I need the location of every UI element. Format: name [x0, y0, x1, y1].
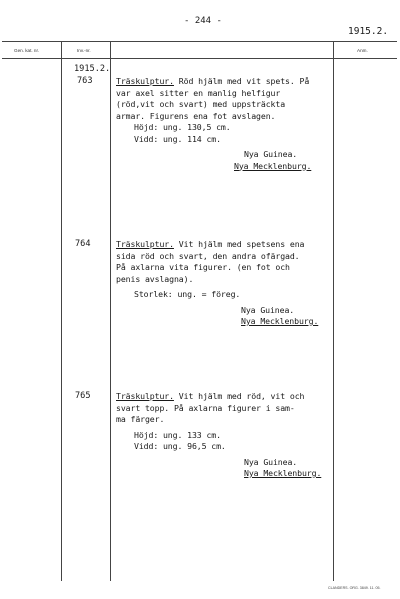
- column-header-gen-kat: Gen. kat. nr.: [14, 48, 40, 53]
- place-island: Nya Mecklenburg.: [241, 316, 319, 326]
- entry-text: penis avslagna).: [116, 273, 194, 284]
- entry-height: Höjd: ung. 133 cm.: [134, 429, 221, 440]
- entry-title: Träskulptur.: [116, 239, 174, 249]
- catalog-entry: [116, 76, 311, 172]
- entry-text: var axel sitter en manlig helfigur: [116, 87, 281, 98]
- entry-width: Vidd: ung. 96,5 cm.: [134, 441, 226, 451]
- column-header-anm: Anm.: [357, 48, 368, 53]
- place-region: Nya Guinea.: [244, 149, 298, 159]
- place-region: Nya Guinea.: [244, 456, 298, 467]
- entry-text: ma färger.: [116, 414, 165, 424]
- catalog-entry: [116, 239, 318, 328]
- entry-text: armar. Figurens ena fot avslagen.: [116, 110, 276, 121]
- entry-title: Träskulptur.: [116, 76, 174, 86]
- catalog-entry: [116, 391, 321, 480]
- inventory-number: 765: [75, 391, 91, 401]
- entry-title: Träskulptur.: [116, 391, 174, 401]
- place-island: Nya Mecklenburg.: [244, 468, 322, 478]
- printer-mark: CLANDERS. ORG. 3849. 11. 05.: [328, 586, 381, 590]
- inventory-number: 763: [77, 76, 93, 86]
- page-number: - 244 -: [184, 16, 222, 26]
- column-rule-1: [61, 41, 62, 581]
- column-rule-3: [333, 41, 334, 581]
- entry-height: Höjd: ung. 130,5 cm.: [134, 122, 231, 132]
- entry-text: sida röd och svart, den andra ofärgad.: [116, 250, 300, 261]
- page-year: 1915.2.: [348, 26, 389, 37]
- entry-text: (röd,vit och svart) med uppsträckta: [116, 99, 286, 109]
- place-region: Nya Guinea.: [241, 304, 295, 315]
- column-rule-2: [110, 41, 111, 581]
- entry-text: Vit hjälm med röd, vit och: [178, 391, 305, 401]
- column-header-inv: Inv.-nr.: [77, 48, 91, 53]
- entry-width: Vidd: ung. 114 cm.: [134, 133, 221, 144]
- inventory-number: 764: [75, 239, 91, 249]
- entry-text: På axlarna vita figurer. (en fot och: [116, 262, 290, 272]
- place-island: Nya Mecklenburg.: [234, 160, 312, 171]
- entry-year: 1915.2.: [74, 64, 111, 74]
- entry-text: Röd hjälm med vit spets. På: [178, 76, 310, 86]
- entry-text: svart topp. På axlarna figurer i sam-: [116, 402, 295, 413]
- entry-size: Storlek: ung. = föreg.: [134, 289, 241, 299]
- entry-text: Vit hjälm med spetsens ena: [178, 239, 305, 249]
